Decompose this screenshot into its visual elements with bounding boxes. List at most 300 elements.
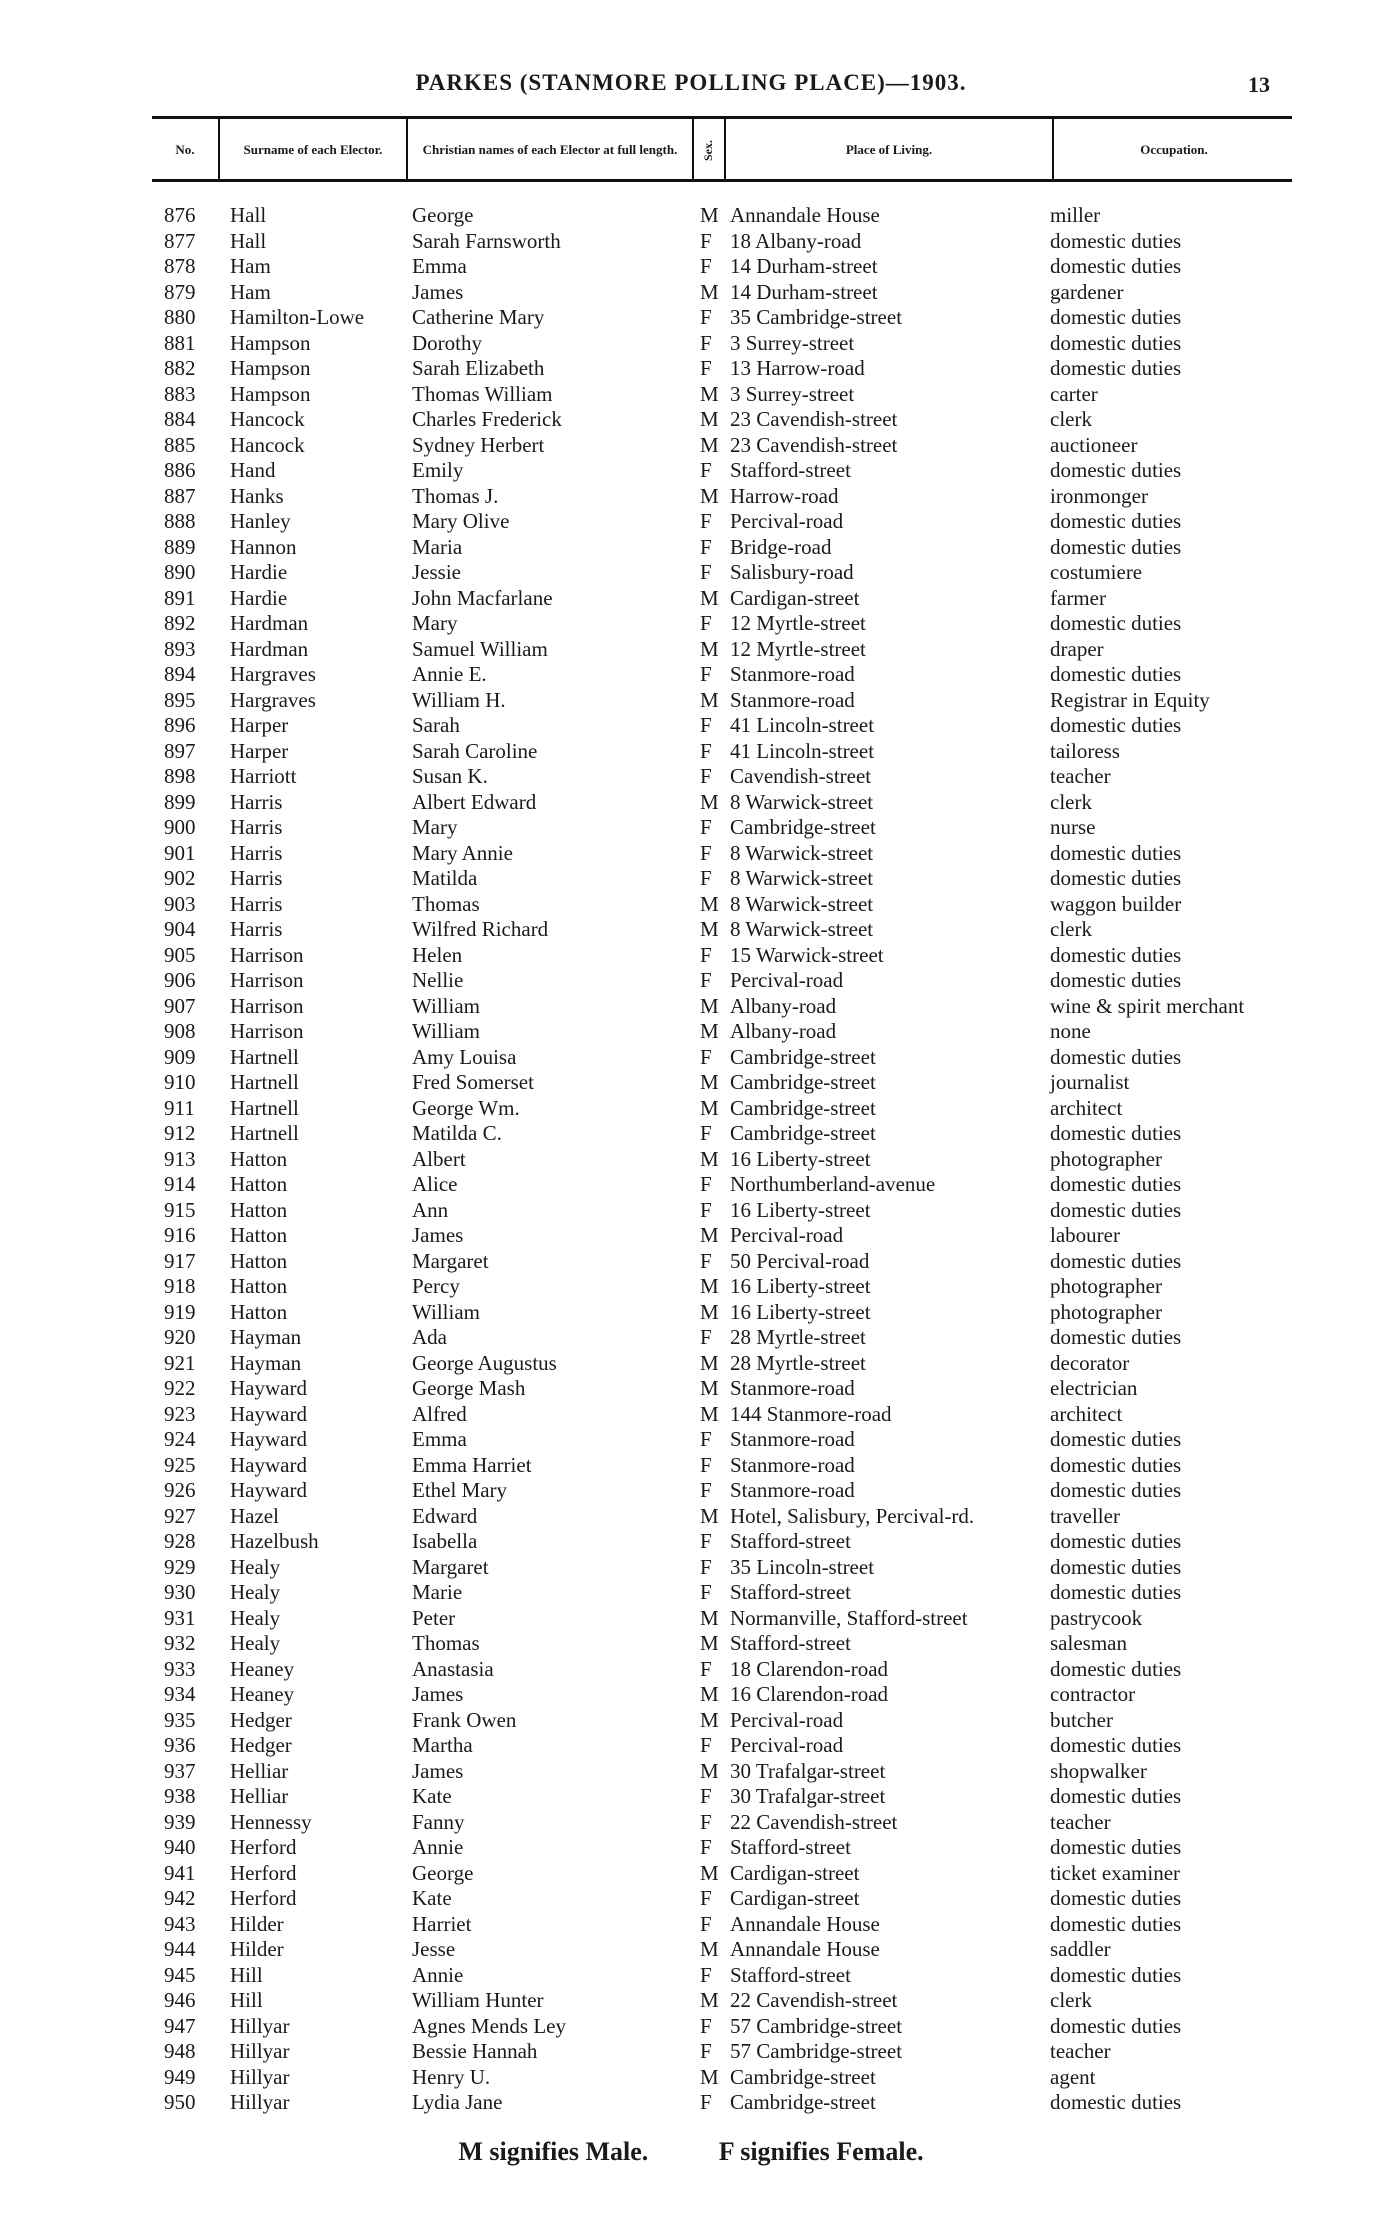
elector-christian-names: Dorothy [412,330,482,355]
table-row [0,1402,1382,1428]
table-row [0,790,1382,816]
elector-place-of-living: 8 Warwick-street [730,917,874,941]
elector-place-of-living: Stanmore-road [730,1427,855,1451]
elector-occupation: tailoress [1050,738,1120,763]
table-row [0,2090,1382,2116]
elector-number: 891 [164,585,196,610]
elector-number: 933 [164,1656,196,1681]
elector-occupation: salesman [1050,1631,1127,1655]
elector-occupation: domestic duties [1050,942,1182,967]
elector-sex: M [700,585,719,610]
elector-place-of-living: Percival-road [730,968,844,992]
table-row [0,484,1382,510]
elector-sex: F [700,764,712,788]
elector-number: 948 [164,2039,196,2063]
elector-surname: Hatton [230,1274,288,1298]
elector-number: 946 [164,1988,196,2012]
elector-christian-names: Maria [412,534,463,559]
elector-christian-names: Henry U. [412,2064,491,2089]
page-number: 13 [1248,72,1270,97]
elector-sex: M [700,1707,719,1732]
elector-surname: Hillyar [230,2090,290,2114]
elector-number: 920 [164,1325,196,1349]
elector-occupation: ironmonger [1050,483,1148,508]
table-row [0,535,1382,561]
elector-number: 912 [164,1121,196,1145]
elector-number: 893 [164,636,196,661]
elector-surname: Hartnell [230,1070,299,1094]
elector-occupation: teacher [1050,764,1111,788]
elector-christian-names: Sydney Herbert [412,432,545,457]
elector-occupation: agent [1050,2064,1096,2089]
elector-number: 879 [164,279,196,304]
elector-occupation: clerk [1050,1988,1092,2012]
elector-occupation: domestic duties [1050,1962,1182,1987]
elector-christian-names: Mary Olive [412,509,510,533]
elector-sex: F [700,2090,712,2114]
table-row [0,1096,1382,1122]
elector-christian-names: Thomas William [412,381,553,406]
elector-surname: Hardman [230,636,309,661]
elector-surname: Hayman [230,1350,302,1375]
elector-surname: Hand [230,458,276,482]
table-row [0,1657,1382,1683]
elector-sex: M [700,993,719,1018]
elector-surname: Hargraves [230,662,316,686]
table-row [0,1631,1382,1657]
elector-occupation: auctioneer [1050,432,1138,457]
elector-occupation: domestic duties [1050,458,1182,482]
elector-place-of-living: 16 Liberty-street [730,1274,871,1298]
elector-surname: Hannon [230,534,297,559]
elector-place-of-living: Cambridge-street [730,1044,876,1069]
elector-place-of-living: Cavendish-street [730,764,872,788]
table-row [0,356,1382,382]
elector-surname: Harper [230,713,289,737]
table-row [0,1682,1382,1708]
table-row [0,968,1382,994]
elector-place-of-living: Bridge-road [730,534,832,559]
table-row [0,1504,1382,1530]
elector-sex: F [700,305,712,329]
elector-surname: Hayward [230,1401,307,1426]
elector-number: 885 [164,432,196,457]
elector-place-of-living: 13 Harrow-road [730,356,865,380]
elector-christian-names: Edward [412,1503,478,1528]
elector-christian-names: Agnes Mends Ley [412,2013,566,2038]
elector-occupation: domestic duties [1050,866,1182,890]
elector-number: 949 [164,2064,196,2089]
table-row [0,305,1382,331]
elector-sex: F [700,815,712,839]
elector-place-of-living: 41 Lincoln-street [730,713,875,737]
elector-number: 908 [164,1019,196,1043]
elector-place-of-living: Stafford-street [730,1631,851,1655]
elector-number: 916 [164,1223,196,1247]
elector-number: 921 [164,1350,196,1375]
elector-place-of-living: 28 Myrtle-street [730,1325,866,1349]
elector-occupation: photographer [1050,1299,1162,1324]
table-row [0,1376,1382,1402]
table-row [0,1427,1382,1453]
table-row [0,1886,1382,1912]
elector-place-of-living: 14 Durham-street [730,254,878,278]
elector-surname: Healy [230,1580,281,1604]
elector-sex: F [700,662,712,686]
elector-sex: F [700,330,712,355]
elector-number: 943 [164,1911,196,1936]
elector-christian-names: Alice [412,1172,458,1196]
elector-surname: Hazel [230,1503,279,1528]
table-row [0,1351,1382,1377]
elector-occupation: domestic duties [1050,1529,1182,1553]
elector-occupation: butcher [1050,1707,1113,1732]
elector-occupation: clerk [1050,789,1092,814]
elector-surname: Hilder [230,1937,284,1961]
elector-surname: Hartnell [230,1095,299,1120]
elector-number: 919 [164,1299,196,1324]
elector-sex: F [700,1529,712,1553]
elector-number: 929 [164,1554,196,1579]
elector-occupation: domestic duties [1050,1886,1182,1910]
elector-number: 882 [164,356,196,380]
elector-occupation: gardener [1050,279,1124,304]
elector-place-of-living: 3 Surrey-street [730,381,855,406]
elector-sex: F [700,713,712,737]
elector-christian-names: Emily [412,458,464,482]
elector-occupation: domestic duties [1050,1911,1182,1936]
elector-surname: Harrison [230,1019,304,1043]
elector-occupation: architect [1050,1401,1123,1426]
elector-surname: Harrison [230,993,304,1018]
elector-sex: M [700,636,719,661]
column-divider [1052,119,1054,179]
elector-sex: F [700,1580,712,1604]
elector-number: 877 [164,228,196,253]
elector-surname: Healy [230,1605,281,1630]
elector-place-of-living: Percival-road [730,509,844,533]
elector-place-of-living: Cambridge-street [730,2090,876,2114]
table-row [0,1300,1382,1326]
elector-place-of-living: 15 Warwick-street [730,942,884,967]
elector-occupation: domestic duties [1050,1554,1182,1579]
elector-occupation: domestic duties [1050,611,1182,635]
elector-place-of-living: Hotel, Salisbury, Percival-rd. [730,1503,975,1528]
elector-place-of-living: 22 Cavendish-street [730,1809,898,1834]
table-row [0,254,1382,280]
elector-place-of-living: Cambridge-street [730,815,876,839]
column-header-place: Place of Living. [845,141,933,157]
elector-surname: Hartnell [230,1121,299,1145]
elector-christian-names: Bessie Hannah [412,2039,538,2063]
elector-sex: M [700,279,719,304]
elector-christian-names: Harriet [412,1911,472,1936]
elector-christian-names: Samuel William [412,636,548,661]
elector-occupation: domestic duties [1050,713,1182,737]
elector-number: 902 [164,866,196,890]
elector-christian-names: George Augustus [412,1350,557,1375]
elector-christian-names: James [412,279,464,304]
elector-christian-names: Alfred [412,1401,467,1426]
table-row [0,866,1382,892]
elector-place-of-living: Annandale House [730,1937,880,1961]
elector-number: 947 [164,2013,196,2038]
table-row [0,688,1382,714]
elector-sex: M [700,891,719,916]
elector-sex: M [700,1860,719,1885]
elector-christian-names: Susan K. [412,764,488,788]
table-row [0,2039,1382,2065]
elector-surname: Hardie [230,585,288,610]
table-row [0,764,1382,790]
elector-sex: F [700,534,712,559]
elector-occupation: farmer [1050,585,1106,610]
table-row [0,994,1382,1020]
column-divider [406,119,408,179]
elector-sex: M [700,483,719,508]
elector-sex: M [700,203,719,227]
elector-christian-names: Lydia Jane [412,2090,503,2114]
column-header-sex-label: Sex. [700,139,715,161]
elector-surname: Hayward [230,1427,307,1451]
elector-place-of-living: 23 Cavendish-street [730,432,898,457]
table-row [0,229,1382,255]
elector-number: 910 [164,1070,196,1094]
elector-number: 898 [164,764,196,788]
table-row [0,1198,1382,1224]
elector-number: 940 [164,1835,196,1859]
elector-number: 941 [164,1860,196,1885]
elector-place-of-living: 8 Warwick-street [730,840,874,865]
elector-number: 905 [164,942,196,967]
elector-number: 896 [164,713,196,737]
elector-sex: F [700,1733,712,1757]
elector-occupation: domestic duties [1050,1427,1182,1451]
elector-occupation: domestic duties [1050,1121,1182,1145]
elector-christian-names: Thomas [412,891,480,916]
elector-christian-names: Charles Frederick [412,407,562,431]
elector-surname: Healy [230,1554,281,1579]
elector-christian-names: Wilfred Richard [412,917,549,941]
header-rule-bottom [152,179,1292,182]
elector-christian-names: Helen [412,942,463,967]
elector-number: 945 [164,1962,196,1987]
elector-christian-names: Sarah [412,713,460,737]
elector-place-of-living: 23 Cavendish-street [730,407,898,431]
table-row [0,433,1382,459]
elector-christian-names: Ethel Mary [412,1478,508,1502]
table-row [0,1453,1382,1479]
elector-sex: F [700,738,712,763]
elector-occupation: wine & spirit merchant [1050,993,1245,1018]
elector-christian-names: Catherine Mary [412,305,545,329]
elector-christian-names: Kate [412,1886,452,1910]
elector-sex: M [700,1631,719,1655]
elector-sex: F [700,1197,712,1222]
elector-surname: Hedger [230,1707,292,1732]
elector-christian-names: Albert Edward [412,789,537,814]
elector-surname: Hayward [230,1478,307,1502]
elector-christian-names: William H. [412,687,506,712]
elector-sex: F [700,866,712,890]
elector-occupation: domestic duties [1050,1197,1182,1222]
elector-sex: F [700,560,712,584]
elector-number: 924 [164,1427,196,1451]
elector-place-of-living: Stanmore-road [730,662,855,686]
elector-christian-names: Emma [412,254,467,278]
elector-place-of-living: Albany-road [730,993,837,1018]
elector-sex: M [700,1350,719,1375]
elector-surname: Harris [230,815,283,839]
elector-surname: Hatton [230,1223,288,1247]
elector-place-of-living: Percival-road [730,1223,844,1247]
elector-occupation: domestic duties [1050,1835,1182,1859]
elector-surname: Hatton [230,1172,288,1196]
elector-place-of-living: Normanville, Stafford-street [730,1605,968,1630]
elector-sex: F [700,1452,712,1477]
elector-surname: Heaney [230,1682,295,1706]
elector-occupation: domestic duties [1050,330,1182,355]
elector-place-of-living: Stanmore-road [730,1452,855,1477]
elector-occupation: domestic duties [1050,1784,1182,1808]
elector-christian-names: Peter [412,1605,456,1630]
elector-surname: Harris [230,917,283,941]
elector-surname: Hancock [230,432,305,457]
elector-place-of-living: 57 Cambridge-street [730,2039,903,2063]
elector-christian-names: William [412,1019,480,1043]
elector-christian-names: Jessie [412,560,461,584]
table-row [0,739,1382,765]
elector-place-of-living: 30 Trafalgar-street [730,1784,886,1808]
elector-surname: Hampson [230,330,311,355]
elector-number: 901 [164,840,196,865]
elector-christian-names: Margaret [412,1554,489,1579]
elector-number: 913 [164,1146,196,1171]
elector-surname: Harris [230,789,283,814]
column-divider [218,119,220,179]
elector-number: 890 [164,560,196,584]
elector-sex: F [700,1911,712,1936]
elector-surname: Hall [230,203,267,227]
elector-christian-names: Martha [412,1733,473,1757]
elector-christian-names: Anastasia [412,1656,494,1681]
elector-surname: Hatton [230,1197,288,1222]
elector-surname: Hayman [230,1325,302,1349]
elector-christian-names: William [412,993,480,1018]
elector-place-of-living: Stafford-street [730,1962,851,1987]
elector-occupation: ticket examiner [1050,1860,1181,1885]
elector-number: 915 [164,1197,196,1222]
elector-sex: M [700,1223,719,1247]
elector-occupation: clerk [1050,917,1092,941]
elector-sex: F [700,1886,712,1910]
elector-place-of-living: 14 Durham-street [730,279,878,304]
elector-sex: M [700,1095,719,1120]
elector-number: 928 [164,1529,196,1553]
elector-number: 927 [164,1503,196,1528]
column-header-occupation: Occupation. [1140,141,1208,157]
elector-sex: M [700,407,719,431]
elector-list [0,203,1382,2116]
table-row [0,1835,1382,1861]
table-row [0,1274,1382,1300]
elector-christian-names: Margaret [412,1248,489,1273]
table-row [0,943,1382,969]
elector-sex: M [700,1376,719,1400]
elector-place-of-living: Stafford-street [730,1529,851,1553]
elector-number: 883 [164,381,196,406]
elector-christian-names: Mary [412,815,458,839]
elector-christian-names: Amy Louisa [412,1044,517,1069]
table-row [0,917,1382,943]
elector-sex: M [700,1299,719,1324]
elector-place-of-living: 18 Clarendon-road [730,1656,889,1681]
table-row [0,662,1382,688]
elector-sex: M [700,1988,719,2012]
elector-number: 906 [164,968,196,992]
elector-number: 939 [164,1809,196,1834]
elector-place-of-living: 144 Stanmore-road [730,1401,892,1426]
elector-surname: Hayward [230,1376,307,1400]
elector-christian-names: Sarah Elizabeth [412,356,545,380]
elector-place-of-living: Cambridge-street [730,1070,876,1094]
elector-number: 923 [164,1401,196,1426]
elector-number: 934 [164,1682,196,1706]
elector-occupation: domestic duties [1050,1248,1182,1273]
elector-number: 922 [164,1376,196,1400]
elector-number: 886 [164,458,196,482]
column-divider [724,119,726,179]
elector-number: 917 [164,1248,196,1273]
table-row [0,2065,1382,2091]
elector-surname: Harriott [230,764,297,788]
elector-number: 911 [164,1095,195,1120]
elector-number: 918 [164,1274,196,1298]
elector-sex: F [700,1172,712,1196]
elector-number: 894 [164,662,196,686]
elector-surname: Hillyar [230,2039,290,2063]
elector-occupation: waggon builder [1050,891,1182,916]
elector-place-of-living: 22 Cavendish-street [730,1988,898,2012]
column-header-surname: Surname of each Elector. [243,141,383,157]
elector-number: 897 [164,738,196,763]
elector-place-of-living: 28 Myrtle-street [730,1350,866,1375]
table-row [0,382,1382,408]
table-row [0,815,1382,841]
elector-occupation: miller [1050,203,1101,227]
elector-sex: F [700,2039,712,2063]
table-row [0,1223,1382,1249]
elector-surname: Ham [230,254,271,278]
elector-number: 904 [164,917,196,941]
elector-surname: Hatton [230,1248,288,1273]
table-row [0,586,1382,612]
elector-surname: Harris [230,840,283,865]
column-header-sex [696,128,720,172]
elector-surname: Hatton [230,1299,288,1324]
elector-sex: M [700,1937,719,1961]
table-row [0,1325,1382,1351]
elector-occupation: domestic duties [1050,2090,1182,2114]
elector-occupation: contractor [1050,1682,1136,1706]
table-row [0,331,1382,357]
elector-sex: F [700,254,712,278]
elector-number: 884 [164,407,196,431]
elector-christian-names: George [412,203,474,227]
elector-surname: Hillyar [230,2064,290,2089]
elector-surname: Hargraves [230,687,316,712]
elector-number: 895 [164,687,196,712]
